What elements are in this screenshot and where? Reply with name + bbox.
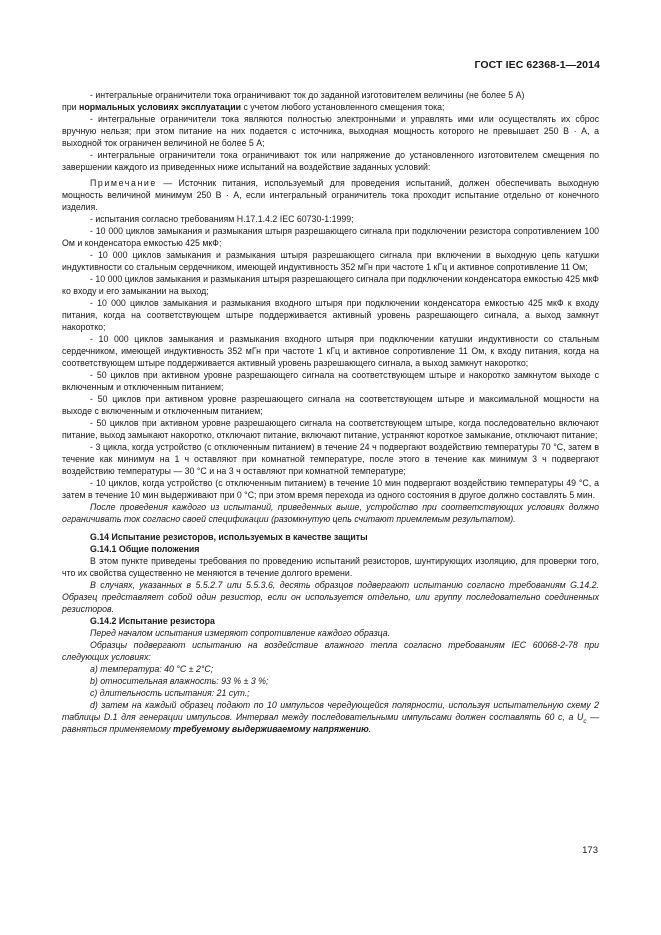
defined-term: требуемому выдерживаемому напряжению bbox=[173, 724, 369, 734]
list-item: - 10 000 циклов замыкания и размыкания штыря разрешающего сигнала при подключении конденсатора емкостью 425 мкФ ко входу и его замыкании на выход; bbox=[62, 274, 599, 296]
paragraph: - интегральные ограничители тока ограничивают ток до заданной изготовителем величины (не более 5 А) bbox=[90, 90, 525, 100]
page-content bbox=[62, 89, 599, 735]
list-item: - 3 цикла, когда устройство (с отключенным питанием) в течение 24 ч подвергают воздействию температуры 70 °С, затем в течение как минимум на 1 ч оставляют при комнатной температуре, после этого в течение как минимум 3 ч подвергают воздействию температуры — 30 °С и на 3 ч оставляют при комнатной температуре; bbox=[62, 442, 599, 476]
note-label: Примечание bbox=[90, 178, 157, 188]
condition-item bbox=[62, 699, 599, 735]
page-number: 173 bbox=[582, 845, 598, 856]
list-item: - испытания согласно требованиям Н.17.1.4.2 IEC 60730-1:1999; bbox=[90, 214, 354, 224]
section-heading: G.14 Испытание резисторов, используемых в качестве защиты bbox=[90, 532, 368, 542]
paragraph: В случаях, указанных в 5.5.2.7 или 5.5.3.6, десять образцов подвергают испытанию согласно требованиям G.14.2. Образец представляет собой один резистор, если он используется отдельно, или группу последовательно соединенных резисторов. bbox=[62, 580, 599, 614]
list-item: - 50 циклов при активном уровне разрешающего сигнала на соответствующем штыре и максимальной мощности на выходе с включенным и отключенным питанием; bbox=[62, 394, 599, 416]
list-item: - 10 000 циклов замыкания и размыкания входного штыря при подключении конденсатора емкостью 425 мкФ к входу питания, когда на соответствующем штыре поддерживается активный уровень разрешающего сигнала, а выход замкнут накоротко; bbox=[62, 298, 599, 332]
conclusion-paragraph: После проведения каждого из испытаний, приведенных выше, устройство при соответствующих условиях должно ограничивать ток согласно своей спецификации (разомкнутую цепь считают приемлемым результатом). bbox=[62, 502, 599, 524]
subsection-heading: G.14.2 Испытание резистора bbox=[90, 616, 215, 626]
subsection-heading: G.14.1 Общие положения bbox=[90, 544, 200, 554]
text-run: — равняться применяемому bbox=[62, 712, 600, 734]
list-item: - 50 циклов при активном уровне разрешающего сигнала на соответствующем штыре, когда последовательно включают питание, выход замыкают накоротко, отключают питание, включают питание, устраняют короткое замыкание, отключают питание; bbox=[62, 418, 599, 440]
paragraph: Образцы подвергают испытанию на воздействие влажного тепла согласно требованиям IEC 60068-2-78 при следующих условиях: bbox=[62, 640, 599, 662]
note bbox=[62, 177, 599, 213]
text-run: при bbox=[62, 102, 80, 112]
list-item: - 10 000 циклов замыкания и размыкания входного штыря при подключении катушки индуктивности со стальным сердечником, имеющей индуктивность 352 мГн при частоте 1 кГц и активное сопротивление 11 Ом, к входу питания, когда на соответствующем штыре поддерживается активный уровень разрешающего сигнала, а выход замкнут накоротко; bbox=[62, 334, 599, 368]
text-run: d) затем на каждый образец подают по 10 импульсов чередующейся полярности, используя испытательную схему 2 таблицы D.1 для генерации импульсов. Интервал между последовательными импульсами должен составлять 60 с, а U bbox=[62, 700, 599, 722]
condition-item: с) длительность испытания: 21 сут.; bbox=[90, 688, 250, 698]
text-run: . bbox=[368, 724, 372, 734]
paragraph: В этом пункте приведены требования по проведению испытаний резисторов, шунтирующих изоляцию, для проверки того, что их свойства существенно не меняются в течение долгого времени. bbox=[62, 556, 599, 578]
paragraph bbox=[62, 101, 599, 113]
paragraph: Перед началом испытания измеряют сопротивление каждого образца. bbox=[90, 628, 391, 638]
paragraph: - интегральные ограничители тока являются полностью электронными и управлять ими или осуществлять их сброс вручную нельзя; при этом питание на них подается с источника, выходная мощность которого не превышает 250 В · А, а выходной ток ограничен величиной не более 5 А; bbox=[62, 114, 599, 148]
defined-term: нормальных условиях эксплуатации bbox=[79, 102, 242, 112]
text-run: с учетом любого установленного смещения тока; bbox=[241, 102, 445, 112]
list-item: - 10 000 циклов замыкания и размыкания штыря разрешающего сигнала при подключении резистора сопротивлением 100 Ом и конденсатора емкостью 425 мкФ; bbox=[62, 226, 599, 248]
document-header: ГОСТ IEC 62368-1—2014 bbox=[474, 59, 600, 71]
note-text: — Источник питания, используемый для проведения испытаний, должен обеспечивать выходную мощность величиной минимум 250 В · А, если интегральный ограничитель тока проходит испытание отдельно от конечного изделия. bbox=[62, 178, 599, 212]
condition-item: b) относительная влажность: 93 % ± 3 %; bbox=[90, 676, 269, 686]
list-item: - 10 000 циклов замыкания и размыкания штыря разрешающего сигнала при включении в выходную цепь катушки индуктивности со стальным сердечником, имеющей индуктивность 352 мГн при частоте 1 кГц и активное сопротивление 11 Ом; bbox=[62, 250, 599, 272]
paragraph: - интегральные ограничители тока ограничивают ток или напряжение до установленного изготовителем смещения по завершении каждого из приведенных ниже испытаний на воздействие заданных условий: bbox=[62, 150, 599, 172]
subscript: c bbox=[583, 717, 587, 725]
condition-item: а) температура: 40 °С ± 2°С; bbox=[90, 664, 214, 674]
list-item: - 50 циклов при активном уровне разрешающего сигнала на соответствующем штыре и накоротко замкнутом выходе с включенным и отключенным питанием; bbox=[62, 370, 599, 392]
list-item: - 10 циклов, когда устройство (с отключенным питанием) в течение 10 мин подвергают воздействию температуры 49 °С, а затем в течение 10 мин выдерживают при 0 °С; при этом время перехода из одного состояния в другое должно составлять 5 мин. bbox=[62, 478, 599, 500]
